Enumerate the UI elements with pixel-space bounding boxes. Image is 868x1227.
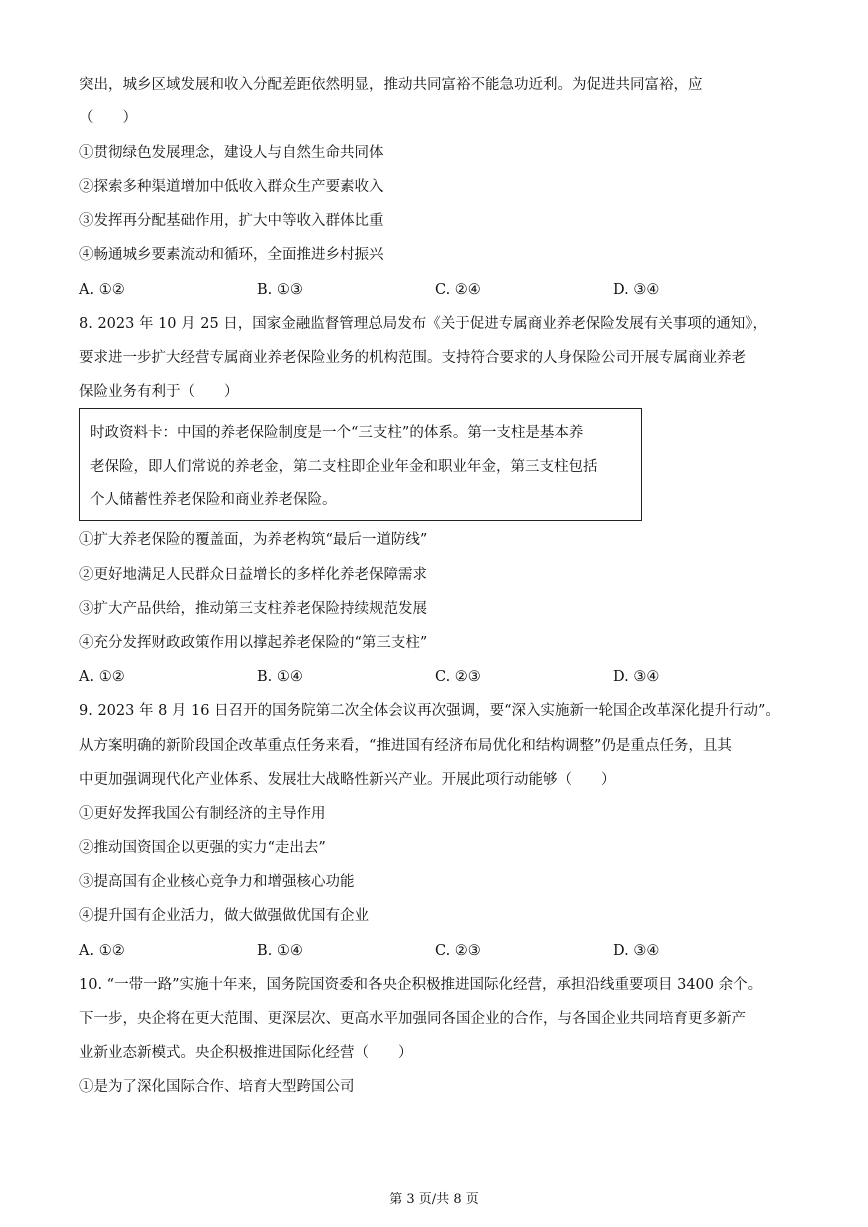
- q7-option-a[interactable]: A. ①②: [79, 282, 125, 298]
- q9-item-4: ④提升国有企业活力，做大做强做优国有企业: [79, 908, 369, 924]
- q7-option-c[interactable]: C. ②④: [435, 282, 481, 298]
- q8-item-1: ①扩大养老保险的覆盖面，为养老构筑“最后一道防线”: [79, 532, 428, 548]
- q7-stem-line-2: （ ）: [79, 110, 137, 126]
- q7-item-3: ③发挥再分配基础作用，扩大中等收入群体比重: [79, 213, 384, 229]
- q9-option-b[interactable]: B. ①④: [257, 943, 303, 959]
- q7-option-b[interactable]: B. ①③: [257, 282, 303, 298]
- q10-stem-line-3: 业新业态新模式。央企积极推进国际化经营（ ）: [79, 1045, 413, 1061]
- q7-item-2: ②探索多种渠道增加中低收入群众生产要素收入: [79, 179, 384, 195]
- q9-stem-line-3: 中更加强调现代化产业体系、发展壮大战略性新兴产业。开展此项行动能够（ ）: [79, 772, 616, 788]
- q9-item-1: ①更好发挥我国公有制经济的主导作用: [79, 806, 326, 822]
- q7-stem-line-1: 突出，城乡区域发展和收入分配差距依然明显，推动共同富裕不能急功近利。为促进共同富裕，应: [79, 77, 703, 93]
- q9-option-a[interactable]: A. ①②: [79, 943, 125, 959]
- q9-stem-line-1: 9. 2023 年 8 月 16 日召开的国务院第二次全体会议再次强调，要“深入实施新一轮国企改革深化提升行动”。: [79, 703, 780, 719]
- q8-item-2: ②更好地满足人民群众日益增长的多样化养老保障需求: [79, 567, 427, 583]
- q9-stem-line-2: 从方案明确的新阶段国企改革重点任务来看，“推进国有经济布局优化和结构调整”仍是重点任务，且其: [79, 738, 732, 754]
- q10-stem-line-2: 下一步，央企将在更大范围、更深层次、更高水平加强同各国企业的合作，与各国企业共同培育更多新产: [79, 1011, 746, 1027]
- q8-option-d[interactable]: D. ③④: [613, 669, 660, 685]
- q10-item-1: ①是为了深化国际合作、培育大型跨国公司: [79, 1079, 355, 1095]
- q8-option-c[interactable]: C. ②③: [435, 669, 481, 685]
- q8-card-line-3: 个人储蓄性养老保险和商业养老保险。: [90, 492, 337, 508]
- q8-card-line-2: 老保险，即人们常说的养老金，第二支柱即企业年金和职业年金，第三支柱包括: [90, 459, 598, 475]
- q8-info-card: [79, 408, 642, 521]
- q8-item-4: ④充分发挥财政政策作用以撑起养老保险的“第三支柱”: [79, 635, 428, 651]
- q7-option-d[interactable]: D. ③④: [613, 282, 660, 298]
- q9-option-d[interactable]: D. ③④: [613, 943, 660, 959]
- q7-options: [79, 280, 779, 300]
- q8-option-a[interactable]: A. ①②: [79, 669, 125, 685]
- q7-item-4: ④畅通城乡要素流动和循环，全面推进乡村振兴: [79, 247, 384, 263]
- q8-options: [79, 667, 779, 687]
- page-footer: 第 3 页/共 8 页: [389, 1192, 479, 1207]
- q8-stem-line-1: 8. 2023 年 10 月 25 日，国家金融监督管理总局发布《关于促进专属商业养老保险发展有关事项的通知》，: [79, 316, 768, 332]
- q9-item-3: ③提高国有企业核心竞争力和增强核心功能: [79, 874, 355, 890]
- q7-item-1: ①贯彻绿色发展理念，建设人与自然生命共同体: [79, 145, 384, 161]
- q9-options: [79, 941, 779, 961]
- q8-stem-line-2: 要求进一步扩大经营专属商业养老保险业务的机构范围。支持符合要求的人身保险公司开展专属商业养老: [79, 350, 746, 366]
- q8-card-line-1: 时政资料卡：中国的养老保险制度是一个“三支柱”的体系。第一支柱是基本养: [90, 425, 584, 441]
- q8-item-3: ③扩大产品供给，推动第三支柱养老保险持续规范发展: [79, 601, 427, 617]
- q9-item-2: ②推动国资国企以更强的实力“走出去”: [79, 840, 326, 856]
- q10-stem-line-1: 10. “一带一路”实施十年来，国务院国资委和各央企积极推进国际化经营，承担沿线重要项目 3400 余个。: [79, 977, 763, 993]
- q8-option-b[interactable]: B. ①④: [257, 669, 303, 685]
- q8-stem-line-3: 保险业务有利于（ ）: [79, 384, 239, 400]
- q9-option-c[interactable]: C. ②③: [435, 943, 481, 959]
